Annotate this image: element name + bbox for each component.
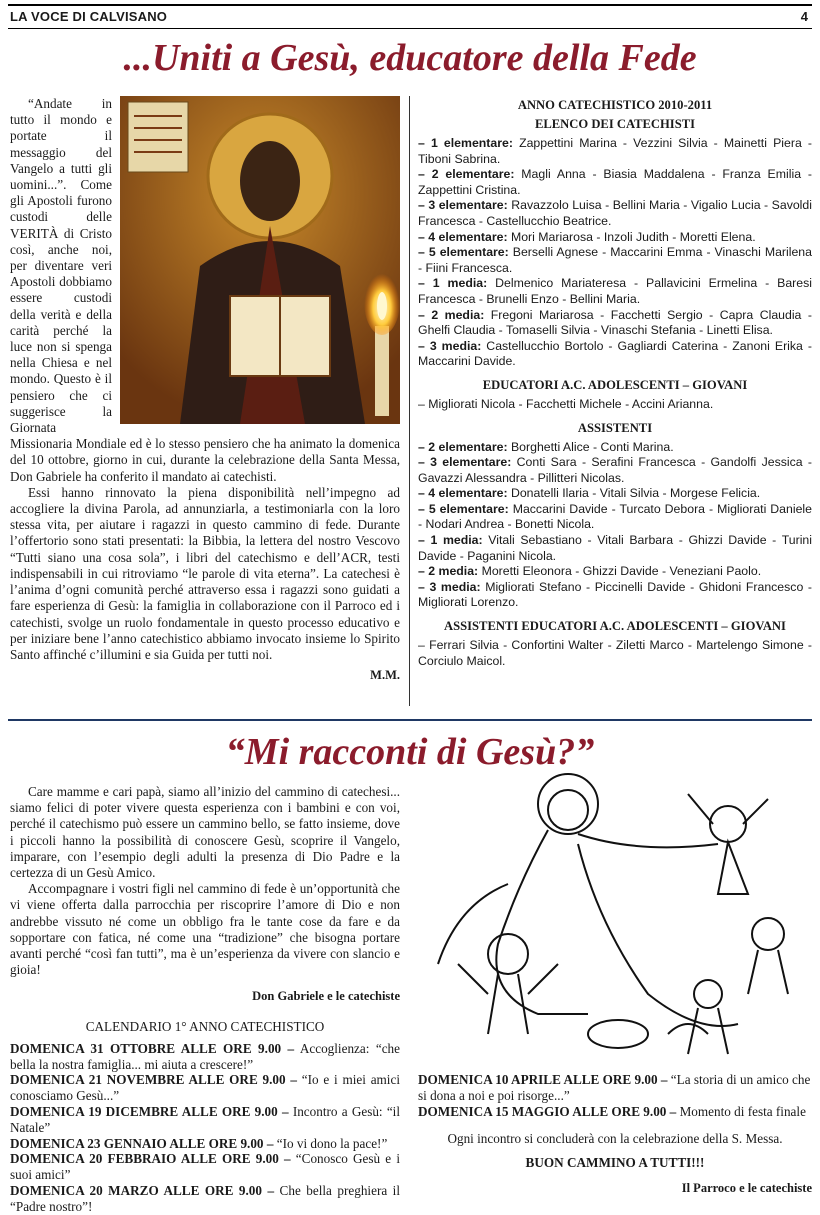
list-item-value: Donatelli Ilaria - Vitali Silvia - Morgese Felicia. (507, 486, 761, 501)
list-item-value: Mori Mariarosa - Inzoli Judith - Moretti Elena. (507, 229, 756, 244)
list-item-value: Fregoni Mariarosa - Facchetti Sergio - Capra Claudia - Ghelfi Claudia - Tomaselli Silvia - Vinaschi Stefania - Linetti Elisa. (418, 307, 812, 338)
list-item-value: Che bella preghiera il “Padre nostro”! (10, 1183, 400, 1214)
list-item-key: DOMENICA 31 OTTOBRE ALLE ORE 9.00 – (10, 1040, 295, 1056)
list-item (418, 1072, 812, 1104)
final-signature: Il Parroco e le catechiste (681, 1181, 812, 1196)
list-item-key: – 3 elementare: (418, 455, 512, 470)
list-item-value: Borghetti Alice - Conti Marina. (507, 439, 674, 454)
educators-text: – Migliorati Nicola - Facchetti Michele - Accini Arianna. (418, 396, 714, 411)
article1-body (10, 96, 400, 683)
list-item-value: Maccarini Davide - Turcato Debora - Migliorati Daniele - Nodari Andrea - Bonetti Nicola. (418, 501, 812, 532)
list-item-value: Incontro a Gesù: “il Natale” (10, 1104, 400, 1135)
list-item-key: – 3 media: (418, 338, 482, 353)
catechists-list (418, 136, 812, 370)
article2-signature: Don Gabriele e le catechiste (252, 989, 400, 1004)
list-item (10, 1104, 400, 1136)
newspaper-name: LA VOCE DI CALVISANO (10, 9, 168, 24)
article2-title: “Mi racconti di Gesù?” (225, 731, 595, 773)
list-item-key: – 2 elementare: (418, 167, 515, 182)
list-item (418, 564, 812, 580)
catechists-heading: ELENCO DEI CATECHISTI (534, 117, 696, 131)
article1-paragraph: “Andate in tutto il mondo e portate il messaggio del Vangelo a tutti gli uomini...”. Come gli Apostoli furono custodi delle VERITÀ di Cristo così, anche noi, per diventare veri Apostoli dobbiamo essere custodi della verità e della carità perché la luce non si spenga nella Chiesa e nel mondo. Questo è il pensiero che ci suggerisce la Giornata Missionaria Mondiale ed è lo stesso pensiero che ha animato la domenica del 10 ottobre, giorno in cui, durante la celebrazione della Santa Messa, Don Gabriele ha conferito il mandato ai catechisti. (10, 96, 400, 484)
list-item-value: Vitali Sebastiano - Vitali Barbara - Ghizzi Davide - Turini Davide - Paganini Nicola. (418, 533, 812, 563)
list-item (418, 339, 812, 370)
list-item-key: – 4 elementare: (418, 229, 508, 244)
list-item (418, 486, 812, 502)
list-item-key: DOMENICA 10 APRILE ALLE ORE 9.00 – (418, 1072, 668, 1087)
list-item-value: “Conosco Gesù e i suoi amici” (10, 1151, 400, 1183)
list-item (418, 167, 812, 198)
list-item-key: – 1 media: (418, 276, 488, 291)
list-item-key: – 1 elementare: (418, 136, 513, 150)
list-item-value: Conti Sara - Serafini Francesca - Gandolfi Jessica - Gavazzi Alessandra - Pillitteri Nicolas. (418, 455, 813, 485)
catechists-column (418, 96, 812, 669)
column-divider (409, 96, 410, 706)
article2-paragraph: Accompagnare i vostri figli nel cammino di fede è un’opportunità che vi viene offerta dalla parrocchia per riscoprire l’amore di Dio e non andrebbe vissuto né come un obbligo fra le tante cose da fare e da sopportare con fatica, né come una “tradizione” che bisogna portare avanti perché “così fan tutti”, ma è un’esperienza da vivere con slancio e gioia! (10, 881, 400, 978)
closing-text: Ogni incontro si concluderà con la celebrazione della S. Messa. (447, 1131, 783, 1147)
list-item-key: – 2 media: (418, 307, 485, 322)
article2-body (10, 784, 400, 1215)
calendar-heading: CALENDARIO 1° ANNO CATECHISTICO (85, 1018, 325, 1034)
list-item-key: – 5 elementare: (418, 245, 509, 260)
list-item (10, 1041, 400, 1073)
assistants-heading: ASSISTENTI (577, 420, 653, 435)
list-item-key: DOMENICA 20 MARZO ALLE ORE 9.00 – (10, 1183, 275, 1199)
list-item (10, 1183, 400, 1215)
list-item (418, 502, 812, 533)
list-item-key: DOMENICA 21 NOVEMBRE ALLE ORE 9.00 – (10, 1072, 297, 1088)
list-item-value: “Io e i miei amici conosciamo Gesù...” (10, 1072, 400, 1104)
list-item-value: Ravazzolo Luisa - Bellini Maria - Vigalio Lucia - Savoldi Francesca - Castellucchio Beatrice. (418, 198, 812, 228)
list-item-key: DOMENICA 19 DICEMBRE ALLE ORE 9.00 – (10, 1104, 289, 1120)
list-item-key: – 2 elementare: (418, 439, 508, 454)
list-item-value: Migliorati Stefano - Piccinelli Davide - Ghidoni Francesco - Migliorati Lorenzo. (418, 579, 812, 610)
list-item (10, 1151, 400, 1183)
list-item (418, 580, 812, 611)
list-item-key: DOMENICA 23 GENNAIO ALLE ORE 9.00 – (10, 1135, 274, 1151)
assistant-educators-text: – Ferrari Silvia - Confortini Walter - Ziletti Marco - Martelengo Simone - Corciulo Maicol. (418, 638, 812, 668)
list-item (418, 230, 812, 246)
list-item-value: Delmenico Mariateresa - Pallavicini Ermelina - Baresi Francesca - Brunelli Enzo - Bellini Maria. (418, 276, 812, 306)
article1-signature: M.M. (370, 668, 400, 683)
list-item (418, 245, 812, 276)
wish-text: BUON CAMMINO A TUTTI!!! (525, 1155, 705, 1171)
assistant-educators-heading: ASSISTENTI EDUCATORI A.C. ADOLESCENTI – GIOVANI (444, 619, 786, 634)
page-number: 4 (800, 9, 808, 24)
list-item (418, 198, 812, 229)
list-item-value: Magli Anna - Biasia Maddalena - Franza Emilia - Zappettini Cristina. (418, 167, 812, 197)
list-item-key: – 3 media: (418, 579, 481, 594)
list-item-value: “Io vi dono la pace!” (273, 1135, 388, 1151)
list-item (10, 1072, 400, 1104)
christ-icon-image (120, 96, 400, 424)
page-header (8, 4, 812, 29)
list-item (418, 308, 812, 339)
year-heading: ANNO CATECHISTICO 2010-2011 (517, 98, 713, 112)
list-item-value: Zappettini Marina - Vezzini Silvia - Mainetti Piera - Tiboni Sabrina. (418, 136, 812, 166)
list-item-value: Castellucchio Bortolo - Gagliardi Caterina - Zanoni Erika - Maccarini Davide. (418, 338, 812, 369)
list-item-key: DOMENICA 15 MAGGIO ALLE ORE 9.00 – (418, 1103, 677, 1119)
list-item (10, 1136, 400, 1152)
list-item-key: – 5 elementare: (418, 501, 509, 516)
list-item-key: – 1 media: (418, 533, 483, 548)
jesus-children-drawing (418, 764, 812, 1068)
list-item (418, 440, 812, 456)
educators-heading: EDUCATORI A.C. ADOLESCENTI – GIOVANI (482, 377, 748, 392)
list-item-value: Accoglienza: “che bella la nostra famiglia... mi aiuta a crescere!” (10, 1040, 400, 1072)
list-item-key: DOMENICA 20 FEBBRAIO ALLE ORE 9.00 – (10, 1151, 291, 1167)
list-item (418, 136, 812, 167)
list-item-value: Moretti Eleonora - Ghizzi Davide - Veneziani Paolo. (478, 564, 762, 579)
article2-paragraph: Care mamme e cari papà, siamo all’inizio del cammino di catechesi... siamo felici di poter vivere questa esperienza con i bambini e con voi, perché il catechismo può essere un cammino bello, se fatto insieme, dove i piccoli hanno la possibilità di conoscere Gesù, scoprire il Vangelo, imparare, con l’esempio degli adulti la presenza di Dio Padre e la certezza di un Gesù Amico. (10, 784, 400, 881)
calendar-list-right (418, 1072, 812, 1119)
assistants-list (418, 440, 812, 612)
article1-paragraph: Essi hanno rinnovato la piena disponibilità nell’impegno ad accogliere la divina Parola, ad annunziarla, a testimoniarla con la loro stessa vita, per aiutare i ragazzi in questo cammino di fede. Durante l’offertorio sono stati presentati: la Bibbia, la lettera del nostro Vescovo “Tutti siano una cosa sola”, i libri del catechismo e dell’ACR, testi indispensabili in cui ritroviamo “le parole di vita eterna”. La catechesi è l’anima d’ogni comunità perché attraverso essa i ragazzi sono guidati a fare esperienza di Gesù: la famiglia in collaborazione con il Parroco ed i catechisti, svolge un ruolo fondamentale in questo processo educativo e per iniziare bene l’anno catechistico abbiamo invocato insieme lo Spirito Santo affinché c’illumini e sia Guida per tutti noi. (10, 484, 400, 662)
list-item-key: – 3 elementare: (418, 198, 508, 213)
list-item-key: – 4 elementare: (418, 486, 508, 501)
list-item-value: “La storia di un amico che si dona a noi e poi risorge...” (418, 1072, 811, 1103)
list-item-value: Momento di festa finale (676, 1103, 806, 1119)
list-item (418, 1104, 812, 1120)
section-divider (8, 719, 812, 721)
list-item-key: – 2 media: (418, 564, 479, 579)
list-item-value: Berselli Agnese - Maccarini Emma - Vinaschi Marilena - Fiini Francesca. (418, 245, 812, 275)
article2-right-column (418, 764, 812, 1196)
article1-title: ...Uniti a Gesù, educatore della Fede (123, 37, 697, 79)
list-item (418, 455, 812, 486)
list-item (418, 533, 812, 564)
calendar-list (10, 1041, 400, 1215)
list-item (418, 276, 812, 307)
